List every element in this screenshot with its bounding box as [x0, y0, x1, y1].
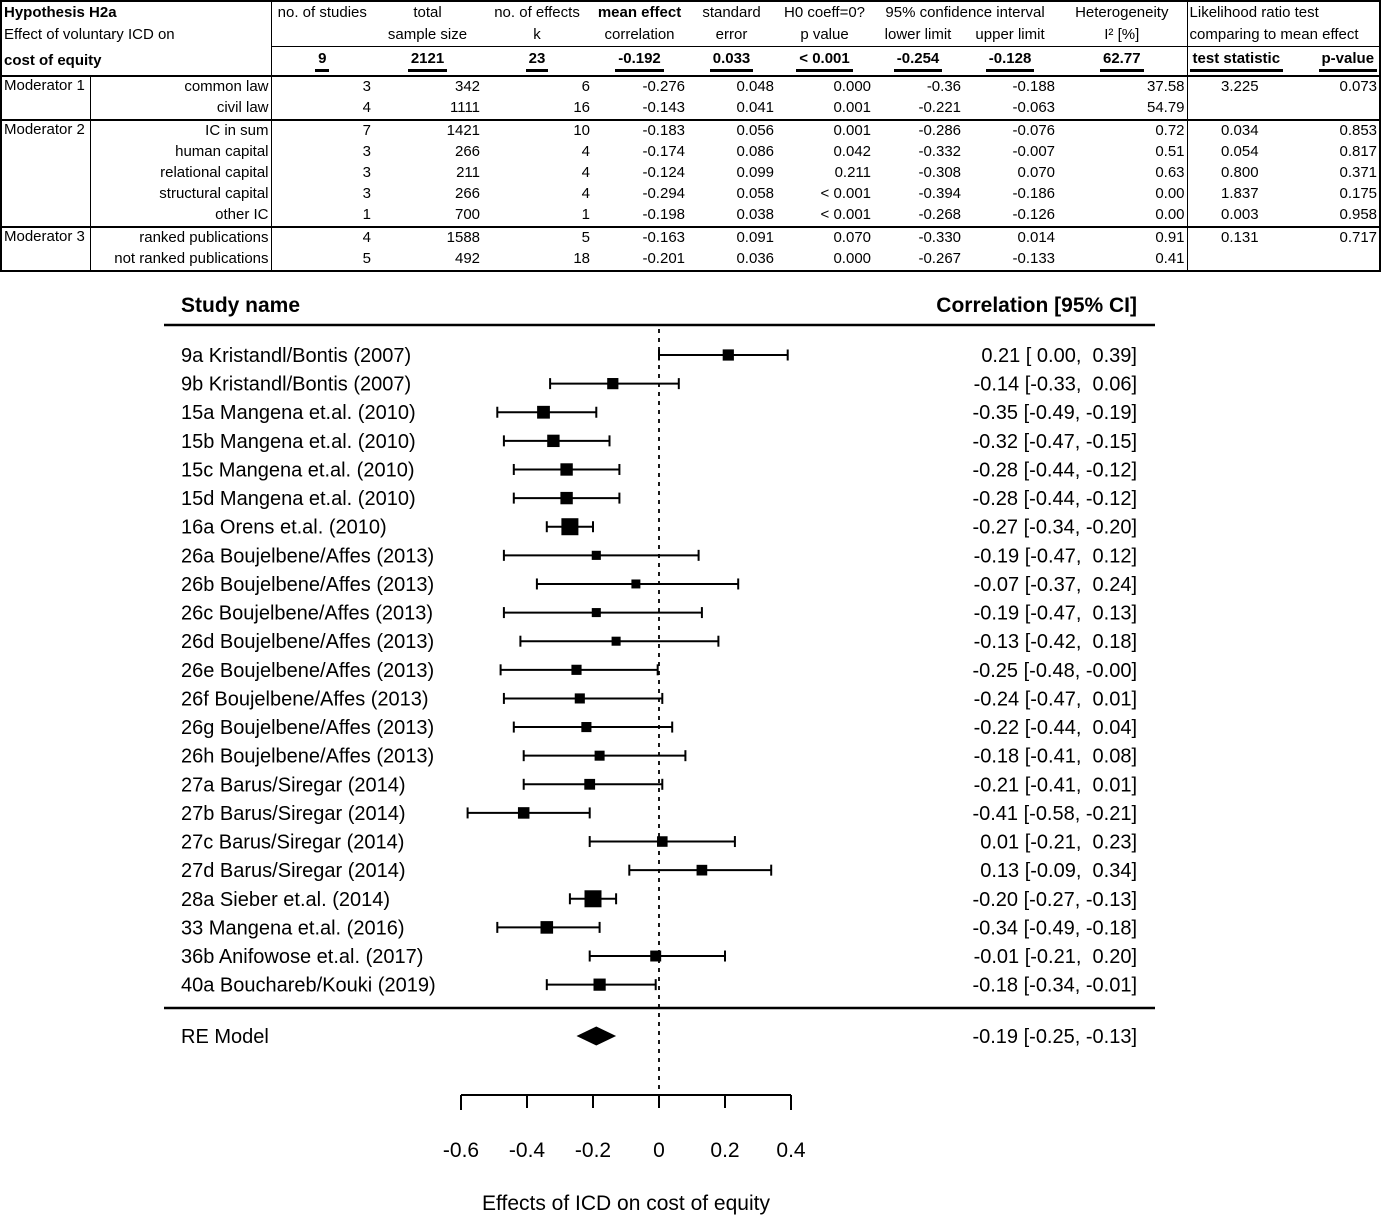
- cell-r: -0.174: [642, 143, 686, 161]
- cell-se: 0.048: [736, 78, 775, 96]
- cell-lr_stat: 0.034: [1187, 120, 1292, 142]
- cell-hi: 0.014: [963, 227, 1057, 249]
- cell-i2: 54.79: [1146, 99, 1185, 117]
- cell-se: 0.038: [736, 206, 775, 224]
- cell-k: 16: [573, 99, 591, 117]
- cell-lr_p: 0.958: [1339, 206, 1378, 224]
- effect-square: [697, 865, 708, 876]
- study-ci-text: -0.19 [-0.47, 0.13]: [973, 602, 1137, 625]
- study-label: 26a Boujelbene/Affes (2013): [181, 545, 435, 568]
- cell-n: 1111: [449, 99, 481, 117]
- cell-studies: 4: [362, 99, 372, 117]
- cell-lo: -0.332: [918, 143, 962, 161]
- x-axis-tick-label: -0.2: [574, 1139, 612, 1162]
- cell-category: relational capital: [90, 163, 271, 184]
- header-spacer: [271, 24, 373, 47]
- effect-square: [560, 492, 572, 504]
- cell-studies: 3: [362, 78, 372, 96]
- table-row: [1, 76, 1380, 98]
- cell-r: -0.163: [592, 227, 687, 249]
- study-ci-text: -0.21 [-0.41, 0.01]: [973, 774, 1137, 797]
- summary-i2: 62.77: [1057, 47, 1187, 77]
- study-label: 28a Sieber et.al. (2014): [181, 888, 391, 911]
- cell-n: 1421: [373, 120, 482, 142]
- cell-p: < 0.001: [820, 206, 872, 224]
- cell-n: 266: [454, 143, 481, 161]
- cell-lr_p: 0.175: [1339, 185, 1378, 203]
- study-ci-text: -0.34 [-0.49, -0.18]: [972, 917, 1137, 940]
- cell-p: 0.070: [776, 227, 873, 249]
- study-label: 26e Boujelbene/Affes (2013): [181, 659, 435, 682]
- table-row: [1, 142, 1380, 163]
- x-axis-tick-label: -0.4: [508, 1139, 546, 1162]
- effect-square: [584, 779, 595, 790]
- cell-category: civil law: [90, 98, 271, 120]
- cell-hi: -0.186: [1012, 185, 1056, 203]
- cell-r: -0.201: [642, 250, 686, 268]
- re-model-label: RE Model: [181, 1026, 269, 1048]
- effect-square: [585, 890, 602, 907]
- study-label: 27b Barus/Siregar (2014): [181, 802, 406, 825]
- effect-square: [595, 751, 605, 761]
- cell-r: -0.276: [642, 78, 686, 96]
- header-sample-size: sample size: [373, 24, 482, 47]
- cell-p: 0.001: [776, 120, 873, 142]
- study-label: 26d Boujelbene/Affes (2013): [181, 631, 435, 654]
- cell-studies: 3: [362, 185, 372, 203]
- summary-test-statistic-label: test statistic: [1187, 47, 1292, 77]
- cell-n: 700: [454, 206, 481, 224]
- table-row: [1, 227, 1380, 249]
- cell-hi: 0.070: [1017, 164, 1056, 182]
- effect-square: [592, 608, 601, 617]
- cell-n: 211: [456, 164, 481, 182]
- study-ci-text: -0.19 [-0.47, 0.12]: [973, 545, 1137, 568]
- forest-row: [181, 631, 1137, 653]
- study-ci-text: -0.24 [-0.47, 0.01]: [973, 688, 1137, 711]
- study-ci-text: -0.28 [-0.44, -0.12]: [972, 459, 1137, 482]
- table-header-row-2: [1, 24, 1380, 47]
- study-label: 15b Mangena et.al. (2010): [181, 430, 416, 453]
- cell-lr_p: 0.817: [1339, 143, 1378, 161]
- cell-n: 266: [454, 185, 481, 203]
- study-ci-text: -0.13 [-0.42, 0.18]: [973, 631, 1137, 654]
- cell-lr_stat: 0.003: [1187, 205, 1292, 227]
- effect-square: [581, 722, 591, 732]
- header-heterogeneity: Heterogeneity: [1075, 3, 1169, 21]
- summary-upper-limit: -0.128: [963, 47, 1057, 77]
- study-ci-text: -0.14 [-0.33, 0.06]: [973, 373, 1137, 396]
- cell-lr_p: 0.073: [1339, 78, 1378, 96]
- cell-i2: 0.51: [1155, 143, 1185, 161]
- cell-lr_stat: 0.054: [1187, 142, 1292, 163]
- header-likelihood-ratio-test: Likelihood ratio test: [1187, 1, 1380, 24]
- table-title-line-2: Effect of voluntary ICD on: [4, 26, 175, 44]
- header-upper-limit: upper limit: [963, 24, 1057, 47]
- study-label: 26g Boujelbene/Affes (2013): [181, 717, 435, 740]
- summary-p-value: < 0.001: [776, 47, 873, 77]
- cell-lo: -0.330: [873, 227, 963, 249]
- study-label: 26c Boujelbene/Affes (2013): [181, 602, 434, 625]
- cell-lr_stat: [1187, 98, 1292, 120]
- study-ci-text: -0.27 [-0.34, -0.20]: [972, 516, 1137, 539]
- cell-r: -0.124: [642, 164, 686, 182]
- cell-i2: 0.00: [1155, 206, 1185, 224]
- table-title-line-1: Hypothesis H2a: [4, 3, 117, 21]
- study-ci-text: -0.07 [-0.37, 0.24]: [973, 573, 1137, 596]
- table-row: [1, 120, 1380, 142]
- effect-square: [607, 378, 618, 389]
- forest-row: [181, 917, 1137, 939]
- header-confidence-interval: 95% confidence interval: [885, 3, 1045, 21]
- effect-square: [575, 693, 585, 703]
- header-lower-limit: lower limit: [873, 24, 963, 47]
- cell-i2: 37.58: [1146, 78, 1185, 96]
- cell-category: human capital: [90, 142, 271, 163]
- study-ci-text: 0.13 [-0.09, 0.34]: [980, 860, 1137, 883]
- study-ci-text: -0.28 [-0.44, -0.12]: [972, 488, 1137, 511]
- forest-plot-svg: [0, 262, 1381, 1220]
- cell-category: not ranked publications: [90, 249, 271, 271]
- cell-lr_stat: 0.131: [1187, 227, 1292, 249]
- cell-moderator: Moderator 1: [1, 76, 90, 120]
- study-label: 27d Barus/Siregar (2014): [181, 860, 406, 883]
- cell-k: 6: [581, 78, 591, 96]
- study-label: 9b Kristandl/Bontis (2007): [181, 373, 412, 396]
- table-row: [1, 98, 1380, 120]
- header-correlation: correlation: [592, 24, 687, 47]
- header-no-of-effects: no. of effects: [494, 3, 580, 21]
- cell-lr_p: 0.717: [1292, 227, 1380, 249]
- summary-lower-limit: -0.254: [873, 47, 963, 77]
- cell-n: 492: [454, 250, 481, 268]
- study-label: 15a Mangena et.al. (2010): [181, 402, 416, 425]
- cell-p: 0.211: [834, 164, 872, 182]
- cell-lo: -0.221: [918, 99, 962, 117]
- summary-sample-size: 2121: [373, 47, 482, 77]
- study-label: 27c Barus/Siregar (2014): [181, 831, 405, 854]
- cell-lo: -0.36: [926, 78, 962, 96]
- summary-no-of-studies: 9: [271, 47, 373, 77]
- forest-row: [181, 774, 1137, 796]
- cell-k: 1: [581, 206, 591, 224]
- summary-k: 23: [482, 47, 592, 77]
- x-axis-tick-label: 0.2: [710, 1139, 740, 1162]
- study-ci-text: -0.18 [-0.41, 0.08]: [973, 745, 1137, 768]
- cell-hi: -0.188: [1012, 78, 1056, 96]
- study-ci-text: -0.20 [-0.27, -0.13]: [972, 888, 1137, 911]
- study-label: 15c Mangena et.al. (2010): [181, 459, 415, 482]
- cell-hi: -0.133: [1012, 250, 1056, 268]
- cell-se: 0.099: [736, 164, 775, 182]
- x-axis-title: Effects of ICD on cost of equity: [482, 1192, 770, 1215]
- cell-se: 0.041: [736, 99, 775, 117]
- cell-lr_stat: 1.837: [1187, 184, 1292, 205]
- summary-standard-error: 0.033: [687, 47, 776, 77]
- cell-hi: -0.076: [963, 120, 1057, 142]
- cell-se: 0.086: [736, 143, 775, 161]
- cell-k: 4: [581, 164, 591, 182]
- table-row: [1, 184, 1380, 205]
- cell-lo: -0.268: [918, 206, 962, 224]
- header-no-of-studies: no. of studies: [271, 1, 373, 24]
- effect-square: [547, 435, 559, 447]
- study-label: 26h Boujelbene/Affes (2013): [181, 745, 435, 768]
- forest-row: [181, 603, 1137, 625]
- effect-square: [723, 349, 734, 360]
- cell-p: 0.001: [833, 99, 872, 117]
- cell-lr_stat: 3.225: [1187, 76, 1292, 98]
- cell-studies: 5: [362, 250, 372, 268]
- effect-square: [612, 637, 621, 646]
- study-ci-text: -0.18 [-0.34, -0.01]: [972, 974, 1137, 997]
- effect-square: [518, 807, 530, 819]
- summary-p-value-label: p-value: [1292, 47, 1380, 77]
- cell-n: 342: [454, 78, 481, 96]
- cell-category: IC in sum: [90, 120, 271, 142]
- cell-k: 18: [573, 250, 591, 268]
- header-total: total: [413, 3, 442, 21]
- effect-square: [541, 921, 554, 934]
- cell-k: 5: [482, 227, 592, 249]
- cell-p: 0.000: [833, 78, 872, 96]
- effect-square: [537, 406, 550, 419]
- header-comparing-to-mean-effect: comparing to mean effect: [1187, 24, 1380, 47]
- cell-p: < 0.001: [820, 185, 872, 203]
- cell-studies: 3: [362, 164, 372, 182]
- x-axis-tick-label: 0.4: [776, 1139, 806, 1162]
- cell-se: 0.056: [687, 120, 776, 142]
- cell-se: 0.058: [736, 185, 775, 203]
- x-axis-tick-label: -0.6: [442, 1139, 480, 1162]
- effect-square: [561, 518, 578, 535]
- plot-title-study-name: Study name: [181, 294, 301, 317]
- header-k: k: [482, 24, 592, 47]
- cell-i2: 0.72: [1057, 120, 1187, 142]
- study-label: 26f Boujelbene/Affes (2013): [181, 688, 429, 711]
- effect-square: [560, 463, 572, 475]
- cell-studies: 1: [362, 206, 372, 224]
- cell-i2: 0.91: [1057, 227, 1187, 249]
- cell-se: 0.091: [687, 227, 776, 249]
- cell-lr_p: [1292, 98, 1380, 120]
- cell-i2: 0.41: [1155, 250, 1185, 268]
- cell-lo: -0.267: [918, 250, 962, 268]
- study-ci-text: -0.35 [-0.49, -0.19]: [972, 402, 1137, 425]
- cell-p: 0.042: [833, 143, 872, 161]
- table-row: [1, 163, 1380, 184]
- effect-square: [571, 665, 581, 675]
- cell-i2: 0.63: [1155, 164, 1185, 182]
- table-summary-row: [1, 47, 1380, 77]
- re-model-ci-text: -0.19 [-0.25, -0.13]: [972, 1026, 1137, 1048]
- study-label: 26b Boujelbene/Affes (2013): [181, 573, 435, 596]
- header-mean-effect: mean effect: [597, 3, 682, 21]
- moderator-results-table: [0, 0, 1381, 272]
- plot-title-correlation: Correlation [95% CI]: [936, 294, 1137, 317]
- cell-category: structural capital: [90, 184, 271, 205]
- cell-studies: 7: [271, 120, 373, 142]
- study-ci-text: -0.01 [-0.21, 0.20]: [973, 946, 1137, 969]
- cell-lo: -0.308: [918, 164, 962, 182]
- cell-moderator: Moderator 2: [1, 120, 90, 227]
- cell-lo: -0.286: [873, 120, 963, 142]
- table-header-row-1: [1, 1, 1380, 24]
- table-title-line-3: cost of equity: [1, 47, 271, 77]
- study-label: 16a Orens et.al. (2010): [181, 516, 387, 539]
- cell-k: 4: [581, 143, 591, 161]
- effect-square: [657, 836, 668, 847]
- cell-k: 4: [581, 185, 591, 203]
- effect-square: [631, 579, 640, 588]
- study-label: 36b Anifowose et.al. (2017): [181, 946, 424, 969]
- forest-row: [181, 946, 1137, 968]
- re-model-diamond: [577, 1027, 617, 1046]
- cell-lr_stat: 0.800: [1187, 163, 1292, 184]
- cell-category: ranked publications: [90, 227, 271, 249]
- study-ci-text: -0.41 [-0.58, -0.21]: [972, 802, 1137, 825]
- cell-r: -0.294: [642, 185, 686, 203]
- cell-r: -0.198: [642, 206, 686, 224]
- study-label: 40a Bouchareb/Kouki (2019): [181, 974, 436, 997]
- table-row: [1, 205, 1380, 227]
- study-label: 9a Kristandl/Bontis (2007): [181, 345, 412, 367]
- study-label: 33 Mangena et.al. (2016): [181, 917, 405, 940]
- effect-square: [594, 979, 606, 991]
- cell-hi: -0.063: [1012, 99, 1056, 117]
- cell-category: common law: [90, 76, 271, 98]
- summary-correlation: -0.192: [592, 47, 687, 77]
- cell-se: 0.036: [736, 250, 775, 268]
- header-h0: H0 coeff=0?: [783, 3, 866, 21]
- cell-n: 1588: [373, 227, 482, 249]
- effect-square: [592, 551, 601, 560]
- cell-lo: -0.394: [918, 185, 962, 203]
- cell-i2: 0.00: [1155, 185, 1185, 203]
- study-ci-text: 0.21 [ 0.00, 0.39]: [981, 345, 1137, 367]
- cell-moderator: Moderator 3: [1, 227, 90, 271]
- cell-r: -0.183: [592, 120, 687, 142]
- cell-hi: -0.126: [1012, 206, 1056, 224]
- header-standard: standard: [702, 3, 761, 21]
- cell-studies: 4: [271, 227, 373, 249]
- header-p-value: p value: [776, 24, 873, 47]
- x-axis-tick-label: 0: [653, 1139, 665, 1162]
- cell-lr_p: 0.853: [1292, 120, 1380, 142]
- cell-studies: 3: [362, 143, 372, 161]
- header-i2: I² [%]: [1057, 24, 1187, 47]
- cell-category: other IC: [90, 205, 271, 227]
- study-ci-text: -0.22 [-0.44, 0.04]: [973, 717, 1137, 740]
- study-ci-text: -0.32 [-0.47, -0.15]: [972, 430, 1137, 453]
- cell-lr_p: 0.371: [1339, 164, 1378, 182]
- study-label: 15d Mangena et.al. (2010): [181, 488, 416, 511]
- cell-hi: -0.007: [1012, 143, 1056, 161]
- cell-k: 10: [482, 120, 592, 142]
- cell-r: -0.143: [642, 99, 686, 117]
- study-ci-text: 0.01 [-0.21, 0.23]: [980, 831, 1137, 854]
- effect-square: [650, 951, 661, 962]
- forest-row: [181, 459, 1137, 481]
- header-error: error: [687, 24, 776, 47]
- study-ci-text: -0.25 [-0.48, -0.00]: [972, 659, 1137, 682]
- cell-p: 0.000: [833, 250, 872, 268]
- study-label: 27a Barus/Siregar (2014): [181, 774, 406, 797]
